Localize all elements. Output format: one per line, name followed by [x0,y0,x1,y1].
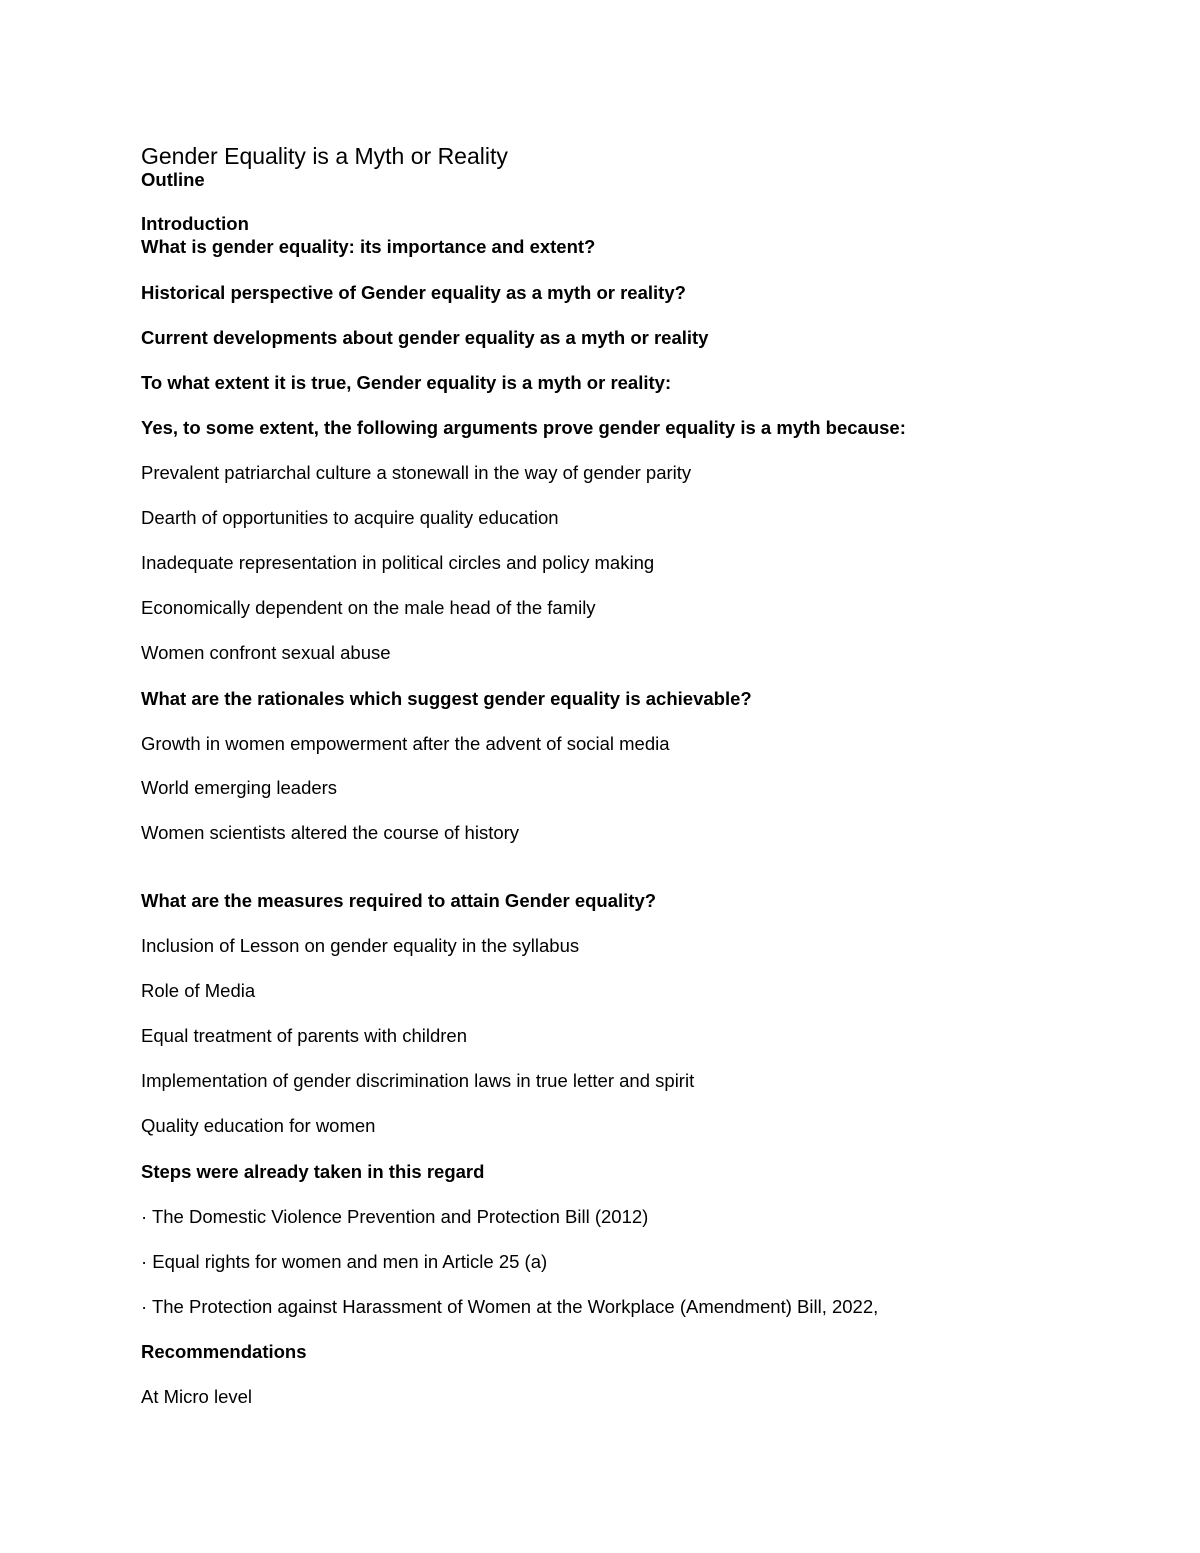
extent-heading: To what extent it is true, Gender equality is a myth or reality: [141,372,672,393]
myth-point: Prevalent patriarchal culture a stonewall in the way of gender parity [141,462,692,483]
myth-point: Women confront sexual abuse [141,642,391,663]
myth-point: Inadequate representation in political circles and policy making [141,552,655,573]
achievable-heading: What are the rationales which suggest gender equality is achievable? [141,688,752,709]
measures-point: Implementation of gender discrimination laws in true letter and spirit [141,1070,695,1091]
current-heading: Current developments about gender equality as a myth or reality [141,327,709,348]
myth-point: Dearth of opportunities to acquire quality education [141,507,559,528]
myth-heading: Yes, to some extent, the following arguments prove gender equality is a myth because: [141,417,906,438]
outline-label: Outline [141,169,205,190]
measures-heading: What are the measures required to attain Gender equality? [141,890,657,911]
achievable-point: Growth in women empowerment after the advent of social media [141,733,670,754]
recommendations-heading: Recommendations [141,1341,307,1362]
steps-point: · The Protection against Harassment of Women at the Workplace (Amendment) Bill, 2022, [141,1296,879,1317]
introduction-heading: Introduction [141,213,249,234]
page-title: Gender Equality is a Myth or Reality [141,143,508,169]
measures-point: Role of Media [141,980,256,1001]
historical-heading: Historical perspective of Gender equality as a myth or reality? [141,282,686,303]
steps-heading: Steps were already taken in this regard [141,1161,485,1182]
steps-point: · Equal rights for women and men in Article 25 (a) [141,1251,548,1272]
introduction-question: What is gender equality: its importance and extent? [141,236,596,257]
achievable-point: World emerging leaders [141,777,338,798]
measures-point: Quality education for women [141,1115,376,1136]
steps-point: · The Domestic Violence Prevention and Protection Bill (2012) [141,1206,649,1227]
micro-level-label: At Micro level [141,1386,253,1407]
measures-point: Inclusion of Lesson on gender equality in the syllabus [141,935,580,956]
measures-point: Equal treatment of parents with children [141,1025,467,1046]
achievable-point: Women scientists altered the course of history [141,822,520,843]
myth-point: Economically dependent on the male head of the family [141,597,596,618]
